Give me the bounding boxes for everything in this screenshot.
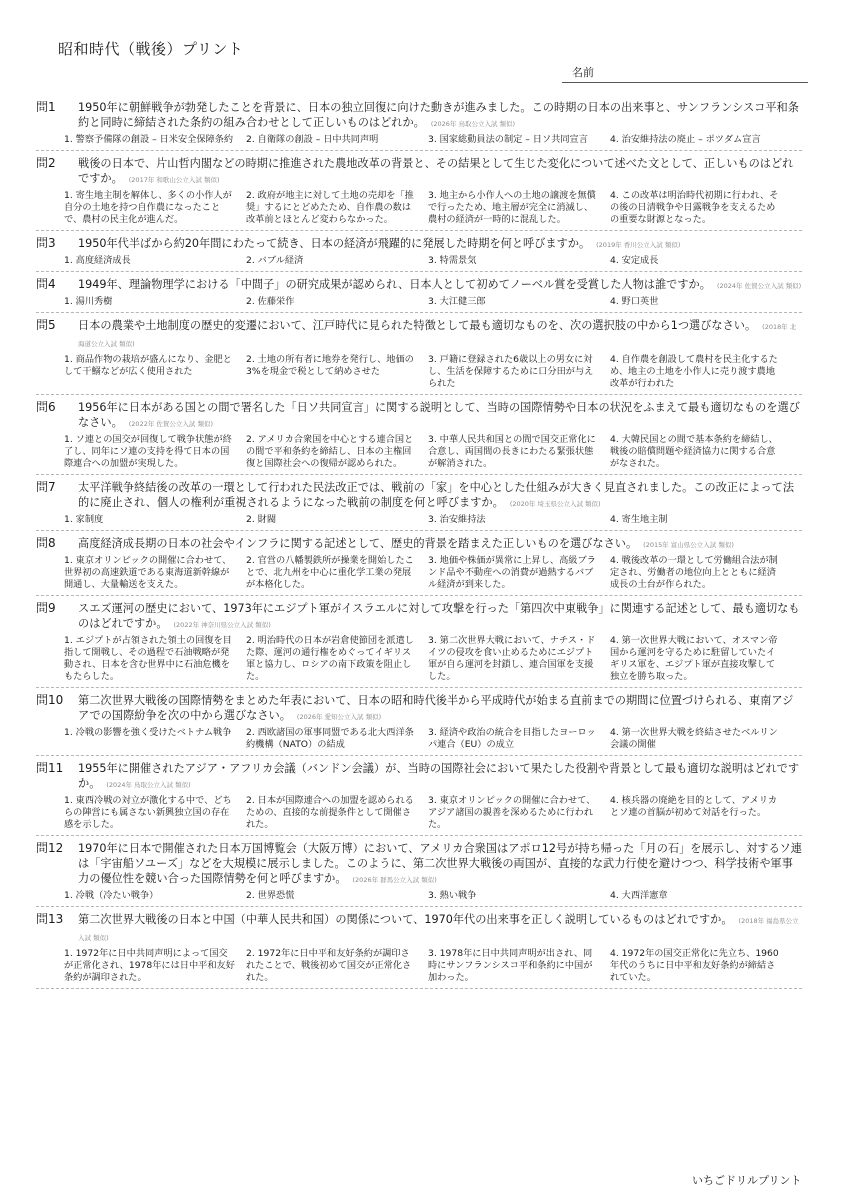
answer-choice: 3. 第二次世界大戦において、ナチス・ドイツの侵攻を食い止めるためにエジプト軍が自ら運河を封鎖し、連合国軍を支援した。 [428, 635, 596, 682]
question-item [36, 318, 802, 395]
answer-choice: 4. 第一次世界大戦において、オスマン帝国から運河を守るために駐留していたイギリス軍を、エジプト軍が直接攻撃して独立を勝ち取った。 [610, 635, 778, 682]
answer-choice: 4. 自作農を創設して農村を民主化するため、地主の土地を小作人に売り渡す農地改革が行われた [610, 354, 778, 389]
answer-choice: 4. 第一次世界大戦を終結させたベルリン会議の開催 [610, 727, 778, 750]
question-source: (2019年 香川公立入試 類似) [596, 241, 681, 249]
answer-choice: 1. 警察予備隊の創設 – 日米安全保障条約 [64, 134, 234, 145]
question-number: 問9 [36, 601, 56, 615]
question-source: (2015年 富山県公立入試 類似) [643, 541, 734, 549]
answer-choice: 3. 戸籍に登録された6歳以上の男女に対し、生活を保障するために口分田が与えられた [428, 354, 594, 389]
answer-choice: 3. 大江健三郎 [428, 296, 486, 307]
answer-choice: 2. 自衛隊の創設 – 日中共同声明 [246, 134, 379, 145]
question-text: 第二次世界大戦後の日本と中国（中華人民共和国）の関係について、1970年代の出来事を正しく説明しているものはどれですか。 [78, 913, 733, 926]
question-item [36, 277, 802, 313]
page-title: 昭和時代（戦後）プリント [58, 40, 244, 58]
answer-choice: 3. 東京オリンピックの開催に合わせて、アジア諸国の親善を深めるために行われた。 [428, 795, 596, 830]
question-item [36, 841, 802, 907]
question-text: 1970年に日本で開催された日本万国博覧会（大阪万博）において、アメリカ合衆国はアポロ12号が持ち帰った「月の石」を展示し、対するソ連は「宇宙船ソユーズ」などを大規模に展示しました。このように、第二次世界大戦後の両国が、直接的な武力行使を避けつつ、科学技術や軍事力の優位性を競い合った国際情勢を何と呼びますか。 [78, 842, 802, 885]
question-text: 1950年代半ばから約20年間にわたって続き、日本の経済が飛躍的に発展した時期を何と呼びますか。 [78, 237, 591, 250]
question-item [36, 156, 802, 231]
question-item [36, 100, 802, 151]
question-number: 問8 [36, 536, 56, 550]
question-item [36, 400, 802, 475]
question-text: 戦後の日本で、片山哲内閣などの時期に推進された農地改革の背景と、その結果として生じた変化について述べた文として、正しいものはどれですか。 [78, 157, 794, 185]
answer-choice: 1. ソ連との国交が回復して戦争状態が終了し、同年にソ連の支持を得て日本の国際連合への加盟が実現した。 [64, 434, 232, 469]
question-item [36, 480, 802, 531]
question-number: 問13 [36, 912, 64, 926]
answer-choice: 2. 土地の所有者に地券を発行し、地価の3%を現金で税として納めさせた [246, 354, 414, 377]
question-number: 問6 [36, 400, 56, 414]
answer-choice: 3. 1978年に日中共同声明が出され、同時にサンフランシスコ平和条約に中国が加わった。 [428, 948, 593, 983]
question-item [36, 761, 802, 836]
answer-choice: 1. 高度経済成長 [64, 255, 131, 266]
answer-choice: 1. 冷戦の影響を強く受けたベトナム戦争 [64, 727, 232, 738]
answer-choice: 3. 経済や政治の統合を目指したヨーロッパ連合（EU）の成立 [428, 727, 596, 750]
name-label: 名前 [572, 66, 594, 79]
question-text: 1955年に開催されたアジア・アフリカ会議（バンドン会議）が、当時の国際社会において果たした役割や背景として最も適切な説明はどれですか。 [78, 762, 800, 790]
question-source: (2026年 群馬公立入試 類似) [352, 876, 437, 884]
answer-choice: 1. 商品作物の栽培が盛んになり、金肥として干鰯などが広く使用された [64, 354, 232, 377]
question-item [36, 601, 802, 688]
question-number: 問10 [36, 693, 64, 707]
answer-choice: 4. 大西洋憲章 [610, 890, 668, 901]
footer-brand: いちごドリルプリント [692, 1174, 802, 1187]
answer-choice: 2. 財閥 [246, 514, 277, 525]
answer-choice: 3. 治安維持法 [428, 514, 486, 525]
question-source: (2026年 鳥取公立入試 類似) [430, 120, 516, 128]
answer-choice: 2. 明治時代の日本が岩倉使節団を派遣した際、運河の通行権をめぐってイギリス軍と協力し、ロシアの南下政策を阻止した。 [246, 635, 414, 682]
answer-choice: 1. 1972年に日中共同声明によって国交が正常化され、1978年には日中平和友好条約が調印された。 [64, 948, 235, 983]
question-source: (2026年 愛知公立入試 類似) [296, 713, 382, 721]
answer-choice: 1. 東京オリンピックの開催に合わせて、世界初の高速鉄道である東海道新幹線が開通し、大量輸送を支えた。 [64, 555, 232, 590]
answer-choice: 2. 官営の八幡製鉄所が操業を開始したことで、北九州を中心に重化学工業の発展が本格化した。 [246, 555, 414, 590]
question-source: (2024年 鳥取公立入試 類似) [106, 781, 191, 789]
question-number: 問12 [36, 841, 64, 855]
question-number: 問7 [36, 480, 56, 494]
question-text: 第二次世界大戦後の国際情勢をまとめた年表において、日本の昭和時代後半から平成時代が始まる直前までの期間に位置づけられる、東南アジアでの国際紛争を次の中から選びなさい。 [78, 694, 794, 722]
question-list [36, 100, 802, 994]
answer-choice: 4. 野口英世 [610, 296, 659, 307]
answer-choice: 3. 中華人民共和国との間で国交正常化に合意し、両国間の長きにわたる緊張状態が解消された。 [428, 434, 596, 469]
question-source: (2022年 佐賀公立入試 類似) [128, 420, 214, 428]
question-number: 問2 [36, 156, 56, 170]
answer-choice: 1. 家制度 [64, 514, 104, 525]
question-text: 1956年に日本がある国との間で署名した「日ソ共同宣言」に関する説明として、当時の国際情勢や日本の状況をふまえて最も適切なものを選びなさい。 [78, 401, 800, 429]
answer-choice: 3. 国家総動員法の制定 – 日ソ共同宣言 [428, 134, 588, 145]
answer-choice: 4. 安定成長 [610, 255, 659, 266]
question-number: 問4 [36, 277, 56, 291]
question-text: 1950年に朝鮮戦争が勃発したことを背景に、日本の独立回復に向けた動きが進みました。この時期の日本の出来事と、サンフランシスコ平和条約と同時に締結された条約の組み合わせとして正しいものはどれか。 [78, 101, 799, 129]
answer-choice: 1. 寄生地主制を解体し、多くの小作人が自分の土地を持つ自作農になったことで、農村の民主化が進んだ。 [64, 190, 232, 225]
answer-choice: 3. 熱い戦争 [428, 890, 477, 901]
answer-choice: 3. 地主から小作人への土地の譲渡を無償で行ったため、地主層が完全に消滅し、農村の経済が一時的に混乱した。 [428, 190, 596, 225]
question-item [36, 536, 802, 596]
answer-choice: 2. 政府が地主に対して土地の売却を「推奨」するにとどめたため、自作農の数は改革前とほとんど変わらなかった。 [246, 190, 414, 225]
answer-choice: 4. 核兵器の廃絶を目的として、アメリカとソ連の首脳が初めて対話を行った。 [610, 795, 778, 818]
answer-choice: 4. 戦後改革の一環として労働組合法が制定され、労働者の地位向上とともに経済成長の土台が作られた。 [610, 555, 778, 590]
answer-choice: 3. 特需景気 [428, 255, 477, 266]
answer-choice: 4. 寄生地主制 [610, 514, 668, 525]
question-text: スエズ運河の歴史において、1973年にエジプト軍がイスラエルに対して攻撃を行った「第四次中東戦争」に関連する記述として、最も適切なものはどれですか。 [78, 602, 800, 630]
question-number: 問11 [36, 761, 64, 775]
question-text: 太平洋戦争終結後の改革の一環として行われた民法改正では、戦前の「家」を中心とした仕組みが大きく見直されました。この改正によって法的に廃止され、個人の権利が重視されるようになった戦前の制度を何と呼びますか。 [78, 481, 795, 509]
question-source: (2017年 和歌山公立入試 類似) [128, 176, 220, 184]
question-item [36, 693, 802, 756]
name-field-line [562, 82, 808, 83]
answer-choice: 4. 治安維持法の廃止 – ポツダム宣言 [610, 134, 761, 145]
question-item [36, 236, 802, 272]
answer-choice: 2. 1972年に日中平和友好条約が調印されたことで、戦後初めて国交が正常化された。 [246, 948, 412, 983]
question-source: (2024年 佐賀公立入試 類似) [716, 282, 802, 290]
question-item [36, 912, 802, 989]
question-source: (2018年 北海道公立入試 類似) [78, 323, 797, 348]
answer-choice: 1. エジプトが占領された領土の回復を目指して開戦し、その過程で石油戦略が発動され、日本を含む世界中に石油危機をもたらした。 [64, 635, 232, 682]
answer-choice: 4. 1972年の国交正常化に先立ち、1960年代のうちに日中平和友好条約が締結されていた。 [610, 948, 779, 983]
answer-choice: 2. アメリカ合衆国を中心とする連合国との間で平和条約を締結し、日本の主権回復と国際社会への復帰が認められた。 [246, 434, 414, 469]
answer-choice: 2. 西欧諸国の軍事同盟である北大西洋条約機構（NATO）の結成 [246, 727, 414, 750]
answer-choice: 3. 地価や株価が異常に上昇し、高級ブランド品や不動産への消費が過熱するバブル経済が到来した。 [428, 555, 596, 590]
answer-choice: 2. 佐藤栄作 [246, 296, 295, 307]
question-text: 日本の農業や土地制度の歴史的変遷において、江戸時代に見られた特徴として最も適切なものを、次の選択肢の中から1つ選びなさい。 [78, 319, 757, 332]
question-text: 高度経済成長期の日本の社会やインフラに関する記述として、歴史的背景を踏まえた正しいものを選びなさい。 [78, 537, 638, 550]
question-text: 1949年、理論物理学における「中間子」の研究成果が認められ、日本人として初めてノーベル賞を受賞した人物は誰ですか。 [78, 278, 711, 291]
question-source: (2020年 埼玉県公立入試 類似) [509, 500, 601, 508]
question-number: 問3 [36, 236, 56, 250]
question-source: (2018年 福島県公立入試 類似) [78, 917, 799, 942]
question-source: (2022年 神奈川県公立入試 類似) [173, 621, 271, 629]
question-number: 問5 [36, 318, 56, 332]
answer-choice: 2. 日本が国際連合への加盟を認められるための、直接的な前提条件として開催された。 [246, 795, 414, 830]
question-number: 問1 [36, 100, 56, 114]
answer-choice: 1. 東西冷戦の対立が激化する中で、どちらの陣営にも属さない新興独立国の存在感を示した。 [64, 795, 232, 830]
answer-choice: 2. 世界恐慌 [246, 890, 295, 901]
answer-choice: 2. バブル経済 [246, 255, 304, 266]
answer-choice: 4. 大韓民国との間で基本条約を締結し、戦後の賠償問題や経済協力に関する合意がなされた。 [610, 434, 778, 469]
answer-choice: 4. この改革は明治時代初期に行われ、その後の日清戦争や日露戦争を支えるための重要な財源となった。 [610, 190, 779, 225]
answer-choice: 1. 湯川秀樹 [64, 296, 113, 307]
answer-choice: 1. 冷戦（冷たい戦争） [64, 890, 159, 901]
